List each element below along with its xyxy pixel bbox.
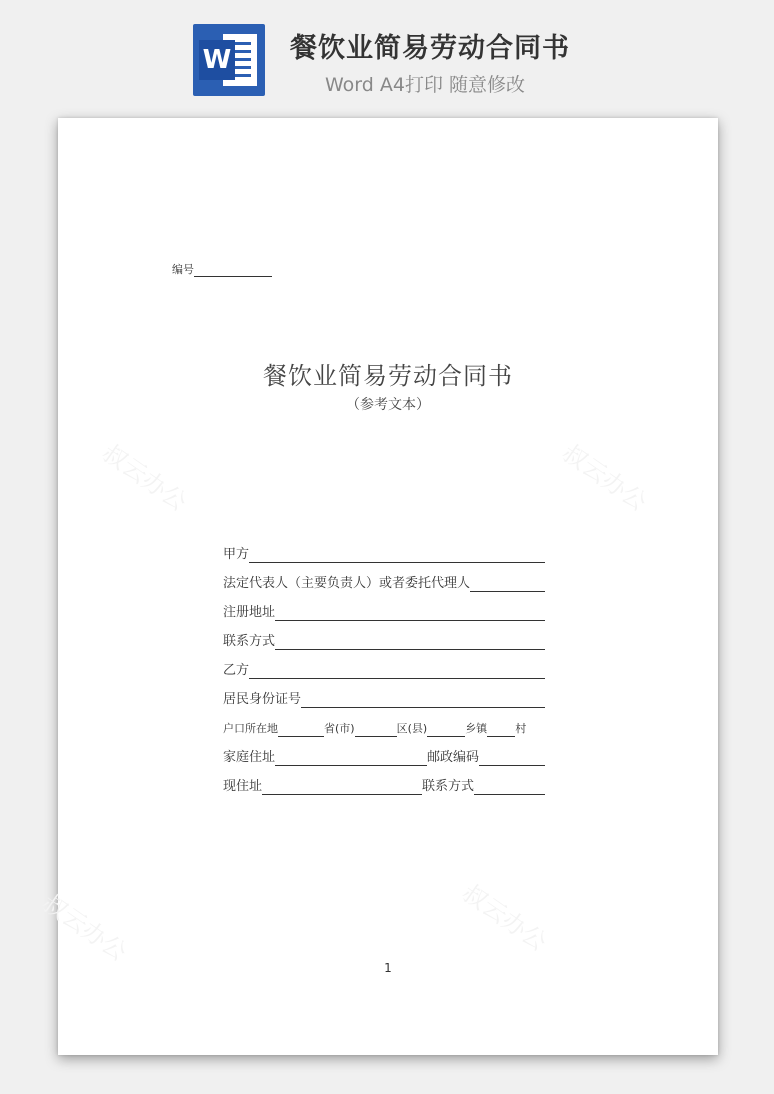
watermark: 叔云办公 xyxy=(557,438,652,517)
field-label: 乙方 xyxy=(223,663,250,678)
document-subtitle: （参考文本） xyxy=(346,397,430,413)
field-blank[interactable] xyxy=(479,749,545,766)
field-label: 省(市) xyxy=(324,722,355,735)
field-party-a xyxy=(223,538,545,567)
field-label: 区(县) xyxy=(396,722,428,735)
contract-fields xyxy=(223,538,545,799)
field-label: 户口所在地 xyxy=(223,722,278,735)
field-label: 甲方 xyxy=(223,547,250,562)
watermark: 叔云办公 xyxy=(457,878,552,957)
field-current-address xyxy=(223,770,545,799)
field-label: 居民身份证号 xyxy=(223,692,302,707)
field-blank[interactable] xyxy=(278,720,324,737)
word-w-letter: W xyxy=(199,40,235,80)
field-hukou xyxy=(223,712,545,741)
field-contact-a xyxy=(223,625,545,654)
field-label: 邮政编码 xyxy=(427,750,480,765)
field-blank[interactable] xyxy=(355,720,397,737)
field-representative xyxy=(223,567,545,596)
field-label: 注册地址 xyxy=(223,605,276,620)
field-label: 现住址 xyxy=(223,779,263,794)
document-number-blank xyxy=(194,264,272,277)
banner-subtitle: Word A4打印 随意修改 xyxy=(325,74,526,96)
banner-title: 餐饮业简易劳动合同书 xyxy=(290,33,570,64)
watermark: 叔云办公 xyxy=(97,438,192,517)
field-reg-address xyxy=(223,596,545,625)
field-blank[interactable] xyxy=(249,546,545,563)
field-blank[interactable] xyxy=(262,778,422,795)
watermark: 叔云办公 xyxy=(37,888,132,967)
field-label: 乡镇 xyxy=(465,722,488,735)
field-label: 法定代表人（主要负责人）或者委托代理人 xyxy=(223,576,471,591)
word-doc-icon xyxy=(193,24,265,96)
field-blank[interactable] xyxy=(301,691,545,708)
page-number: 1 xyxy=(384,961,392,975)
field-party-b xyxy=(223,654,545,683)
field-blank[interactable] xyxy=(487,720,515,737)
field-label: 联系方式 xyxy=(223,634,276,649)
header-banner xyxy=(0,0,774,110)
field-blank[interactable] xyxy=(427,720,465,737)
field-label: 联系方式 xyxy=(422,779,475,794)
field-blank[interactable] xyxy=(249,662,545,679)
field-blank[interactable] xyxy=(275,749,427,766)
field-home-address xyxy=(223,741,545,770)
document-number xyxy=(172,261,272,277)
field-blank[interactable] xyxy=(470,575,545,592)
field-label: 家庭住址 xyxy=(223,750,276,765)
document-title: 餐饮业简易劳动合同书 xyxy=(263,362,513,390)
field-id-number xyxy=(223,683,545,712)
document-number-label: 编号 xyxy=(172,263,194,276)
field-blank[interactable] xyxy=(474,778,545,795)
field-label: 村 xyxy=(515,722,527,735)
document-page xyxy=(37,118,718,1055)
field-blank[interactable] xyxy=(275,633,545,650)
field-blank[interactable] xyxy=(275,604,545,621)
